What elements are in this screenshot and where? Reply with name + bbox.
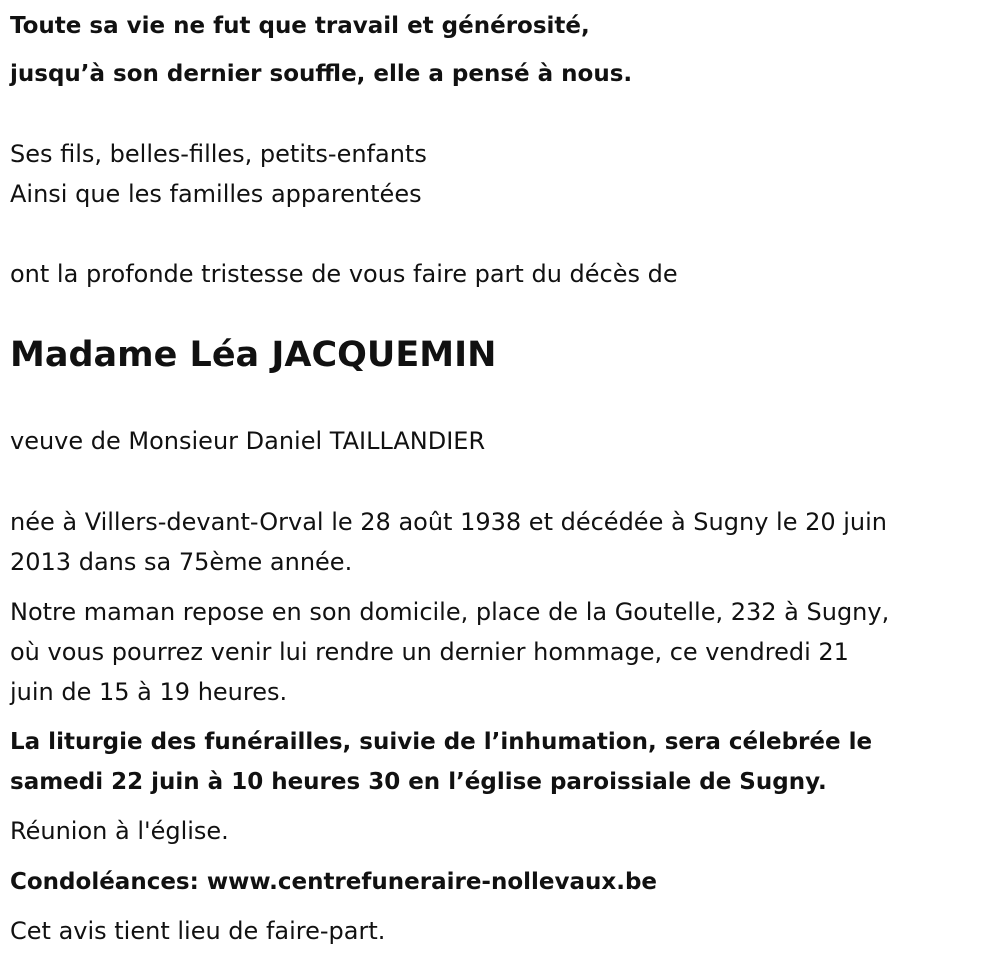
family-line-2: Ainsi que les familles apparentées: [10, 180, 422, 208]
funeral-line-2: samedi 22 juin à 10 heures 30 en l’église paroissiale de Sugny.: [10, 769, 827, 795]
widow-of-text: veuve de Monsieur Daniel TAILLANDIER: [10, 427, 486, 455]
birth-death-line-1: née à Villers-devant-Orval le 28 août 1938 et décédée à Sugny le 20 juin: [10, 508, 888, 536]
rest-line-1: Notre maman repose en son domicile, place de la Goutelle, 232 à Sugny,: [10, 598, 890, 626]
closing-text: Cet avis tient lieu de faire-part.: [10, 917, 386, 945]
meeting-text: Réunion à l'église.: [10, 817, 229, 845]
announcement-text: ont la profonde tristesse de vous faire part du décès de: [10, 260, 678, 288]
condolences-link[interactable]: Condoléances: www.centrefuneraire-nollevaux.be: [10, 869, 658, 895]
epitaph-line-1: Toute sa vie ne fut que travail et générosité,: [10, 13, 590, 39]
deceased-name: Madame Léa JACQUEMIN: [10, 335, 497, 375]
rest-line-2: où vous pourrez venir lui rendre un dernier hommage, ce vendredi 21: [10, 638, 849, 666]
funeral-line-1: La liturgie des funérailles, suivie de l’inhumation, sera célebrée le: [10, 729, 873, 755]
epitaph-line-2: jusqu’à son dernier souffle, elle a pensé à nous.: [10, 61, 633, 87]
birth-death-line-2: 2013 dans sa 75ème année.: [10, 548, 353, 576]
rest-line-3: juin de 15 à 19 heures.: [10, 678, 288, 706]
family-line-1: Ses fils, belles-filles, petits-enfants: [10, 140, 427, 168]
